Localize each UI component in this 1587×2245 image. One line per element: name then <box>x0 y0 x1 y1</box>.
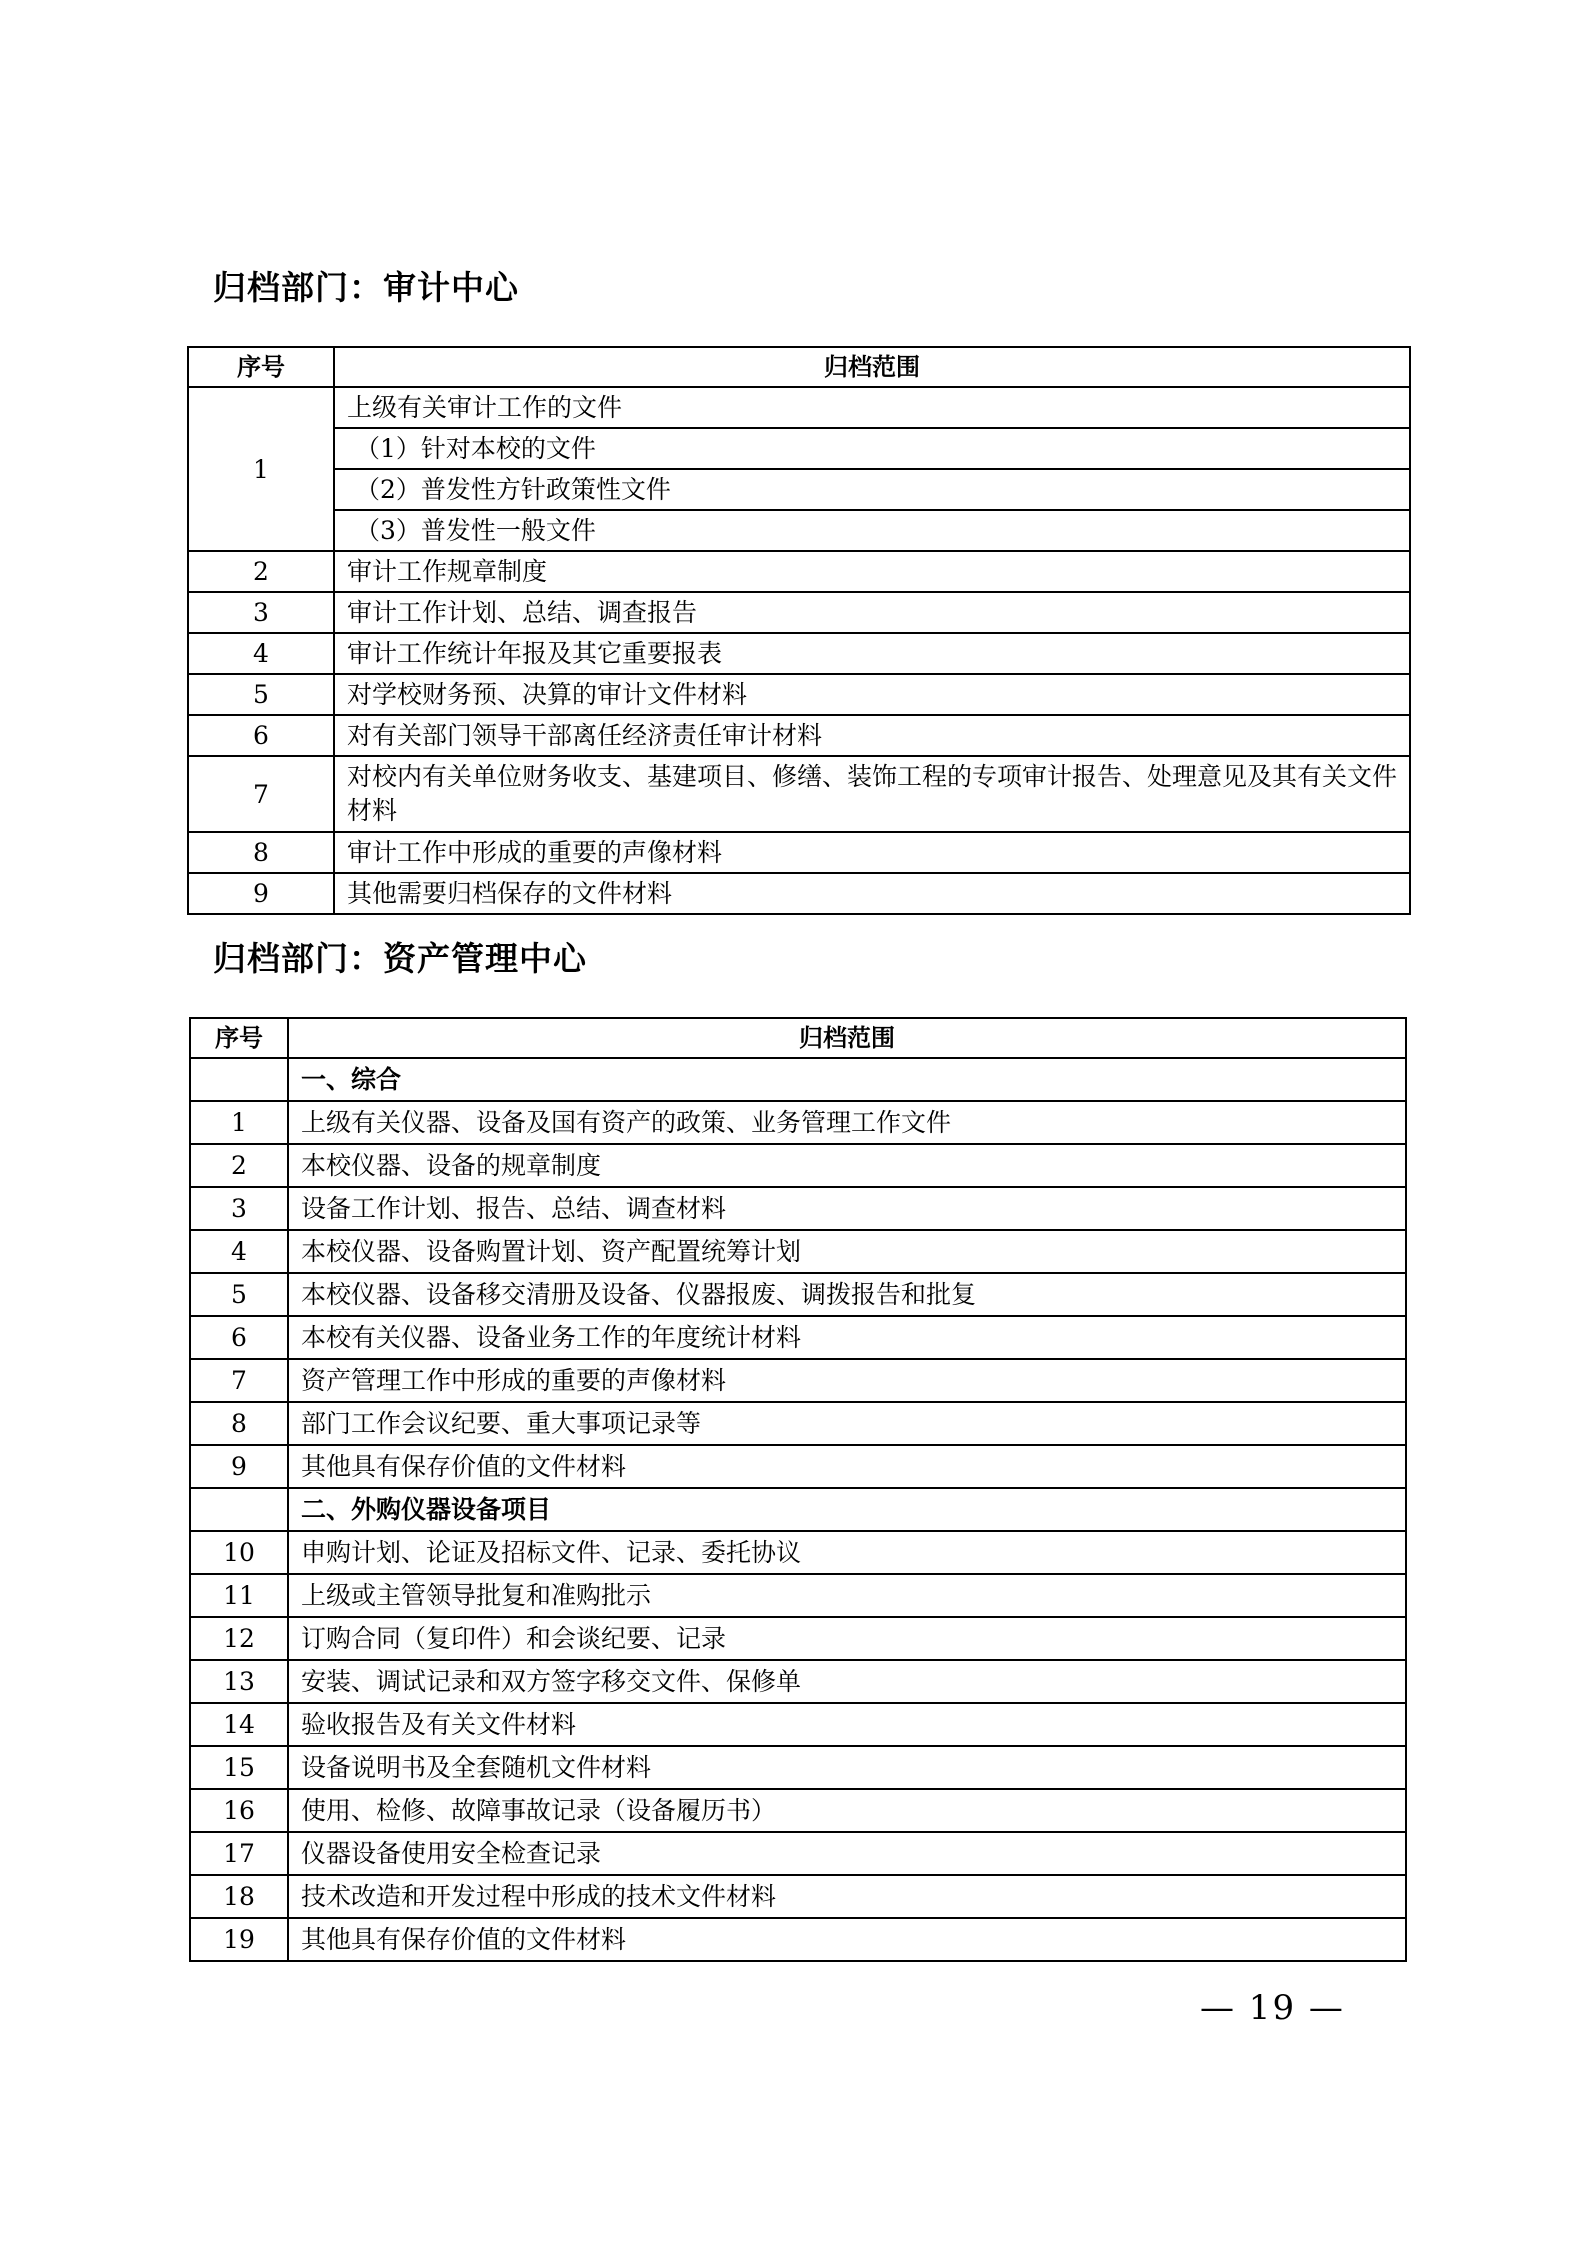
row-text: 对学校财务预、决算的审计文件材料 <box>334 674 1410 715</box>
row-number: 1 <box>188 387 334 551</box>
section-row <box>190 1058 1406 1101</box>
column-header-scope: 归档范围 <box>334 347 1410 387</box>
row-number: 3 <box>190 1187 288 1230</box>
row-number: 4 <box>188 633 334 674</box>
table-row <box>188 428 1410 469</box>
row-text: 其他需要归档保存的文件材料 <box>334 873 1410 914</box>
row-number: 2 <box>188 551 334 592</box>
section-heading-audit: 归档部门：审计中心 <box>213 268 519 307</box>
row-text: 上级有关审计工作的文件 <box>334 387 1410 428</box>
page-number: — 19 — <box>1200 1988 1345 2028</box>
row-text: 上级有关仪器、设备及国有资产的政策、业务管理工作文件 <box>288 1101 1406 1144</box>
row-number: 6 <box>188 715 334 756</box>
archive-table-audit <box>187 346 1411 915</box>
table-row <box>190 1230 1406 1273</box>
row-number: 1 <box>190 1101 288 1144</box>
row-subitem: （3）普发性一般文件 <box>334 510 1410 551</box>
table-row <box>190 1187 1406 1230</box>
row-text: 本校仪器、设备的规章制度 <box>288 1144 1406 1187</box>
row-text: 设备说明书及全套随机文件材料 <box>288 1746 1406 1789</box>
row-text: 资产管理工作中形成的重要的声像材料 <box>288 1359 1406 1402</box>
section-heading-asset: 归档部门：资产管理中心 <box>213 939 587 978</box>
row-text: 验收报告及有关文件材料 <box>288 1703 1406 1746</box>
table-row <box>190 1617 1406 1660</box>
row-number: 3 <box>188 592 334 633</box>
row-number: 9 <box>188 873 334 914</box>
row-text: 本校仪器、设备移交清册及设备、仪器报废、调拨报告和批复 <box>288 1273 1406 1316</box>
table-row <box>188 469 1410 510</box>
table-row <box>190 1703 1406 1746</box>
row-subitem: （2）普发性方针政策性文件 <box>334 469 1410 510</box>
row-number <box>190 1058 288 1101</box>
table-row <box>190 1918 1406 1961</box>
row-text: 上级或主管领导批复和准购批示 <box>288 1574 1406 1617</box>
table-row <box>190 1789 1406 1832</box>
row-text: 审计工作计划、总结、调查报告 <box>334 592 1410 633</box>
table-row <box>190 1101 1406 1144</box>
row-text: 部门工作会议纪要、重大事项记录等 <box>288 1402 1406 1445</box>
row-text: 审计工作中形成的重要的声像材料 <box>334 832 1410 873</box>
row-text: 技术改造和开发过程中形成的技术文件材料 <box>288 1875 1406 1918</box>
table-row <box>188 387 1410 428</box>
row-text: 本校有关仪器、设备业务工作的年度统计材料 <box>288 1316 1406 1359</box>
row-text: 仪器设备使用安全检查记录 <box>288 1832 1406 1875</box>
row-text: 其他具有保存价值的文件材料 <box>288 1445 1406 1488</box>
row-number: 8 <box>190 1402 288 1445</box>
row-text: 对有关部门领导干部离任经济责任审计材料 <box>334 715 1410 756</box>
row-number: 10 <box>190 1531 288 1574</box>
row-number: 13 <box>190 1660 288 1703</box>
table-row <box>190 1445 1406 1488</box>
row-number: 8 <box>188 832 334 873</box>
table-row <box>190 1574 1406 1617</box>
row-number: 9 <box>190 1445 288 1488</box>
section-label: 一、综合 <box>288 1058 1406 1101</box>
row-number <box>190 1488 288 1531</box>
row-number: 2 <box>190 1144 288 1187</box>
row-number: 5 <box>188 674 334 715</box>
table-row <box>188 674 1410 715</box>
row-text: 申购计划、论证及招标文件、记录、委托协议 <box>288 1531 1406 1574</box>
table-row <box>188 832 1410 873</box>
table-row <box>190 1273 1406 1316</box>
row-number: 11 <box>190 1574 288 1617</box>
row-text: 本校仪器、设备购置计划、资产配置统筹计划 <box>288 1230 1406 1273</box>
table-row <box>188 756 1410 832</box>
table-row <box>190 1746 1406 1789</box>
row-number: 7 <box>188 756 334 832</box>
row-number: 14 <box>190 1703 288 1746</box>
row-number: 7 <box>190 1359 288 1402</box>
table-row <box>188 592 1410 633</box>
section-label: 二、外购仪器设备项目 <box>288 1488 1406 1531</box>
row-subitem: （1）针对本校的文件 <box>334 428 1410 469</box>
row-number: 16 <box>190 1789 288 1832</box>
table-row <box>190 1359 1406 1402</box>
table-row <box>188 873 1410 914</box>
row-number: 12 <box>190 1617 288 1660</box>
archive-table-asset <box>189 1017 1407 1962</box>
table-row <box>190 1875 1406 1918</box>
row-text: 审计工作规章制度 <box>334 551 1410 592</box>
row-number: 15 <box>190 1746 288 1789</box>
row-number: 18 <box>190 1875 288 1918</box>
table-row <box>190 1316 1406 1359</box>
table-row <box>190 1402 1406 1445</box>
table-row <box>188 633 1410 674</box>
table-row <box>188 510 1410 551</box>
row-text: 订购合同（复印件）和会谈纪要、记录 <box>288 1617 1406 1660</box>
section-row <box>190 1488 1406 1531</box>
table-row <box>190 1144 1406 1187</box>
table-row <box>188 551 1410 592</box>
row-text: 使用、检修、故障事故记录（设备履历书） <box>288 1789 1406 1832</box>
row-number: 19 <box>190 1918 288 1961</box>
row-text: 审计工作统计年报及其它重要报表 <box>334 633 1410 674</box>
table-row <box>188 715 1410 756</box>
row-number: 4 <box>190 1230 288 1273</box>
row-number: 6 <box>190 1316 288 1359</box>
column-header-no: 序号 <box>188 347 334 387</box>
table-row <box>190 1531 1406 1574</box>
column-header-no: 序号 <box>190 1018 288 1058</box>
row-text: 对校内有关单位财务收支、基建项目、修缮、装饰工程的专项审计报告、处理意见及其有关文件材料 <box>334 756 1410 832</box>
row-number: 5 <box>190 1273 288 1316</box>
row-number: 17 <box>190 1832 288 1875</box>
row-text: 其他具有保存价值的文件材料 <box>288 1918 1406 1961</box>
column-header-scope: 归档范围 <box>288 1018 1406 1058</box>
table-row <box>190 1660 1406 1703</box>
row-text: 安装、调试记录和双方签字移交文件、保修单 <box>288 1660 1406 1703</box>
table-row <box>190 1832 1406 1875</box>
row-text: 设备工作计划、报告、总结、调查材料 <box>288 1187 1406 1230</box>
